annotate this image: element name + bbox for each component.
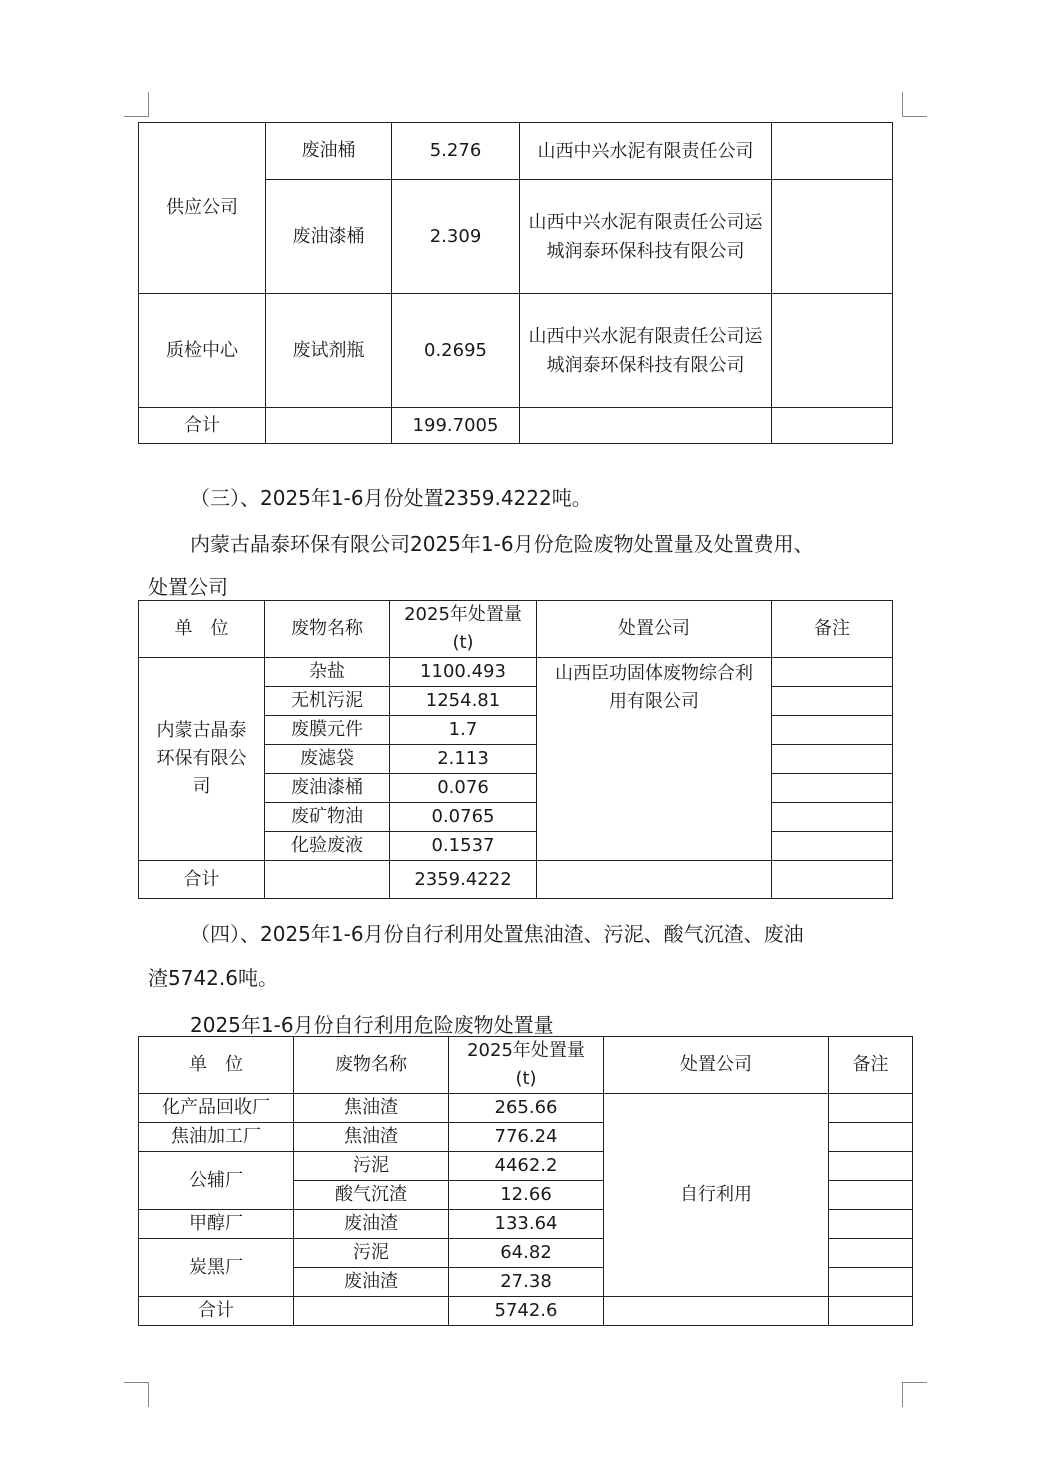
waste-name-cell: 酸气沉渣 — [294, 1181, 449, 1210]
total-row — [139, 861, 893, 899]
waste-name-cell: 焦油渣 — [294, 1123, 449, 1152]
header-row — [139, 601, 893, 658]
note-cell — [829, 1181, 913, 1210]
total-label: 合计 — [139, 408, 266, 444]
empty-cell — [604, 1297, 829, 1326]
amount-cell: 64.82 — [449, 1239, 604, 1268]
header-amount: 2025年处置量(t) — [449, 1037, 604, 1094]
total-amount: 5742.6 — [449, 1297, 604, 1326]
note-cell — [829, 1123, 913, 1152]
header-row — [139, 1037, 913, 1094]
amount-cell: 776.24 — [449, 1123, 604, 1152]
header-waste-name: 废物名称 — [294, 1037, 449, 1094]
crop-mark-bottom-right — [902, 1382, 927, 1407]
note-cell — [772, 803, 893, 832]
crop-mark-top-right — [902, 92, 927, 117]
note-cell — [829, 1210, 913, 1239]
waste-name-cell: 废油渣 — [294, 1210, 449, 1239]
table-row — [139, 123, 893, 180]
amount-cell: 1100.493 — [390, 658, 537, 687]
note-cell — [772, 774, 893, 803]
table-continued — [138, 122, 893, 444]
empty-cell — [294, 1297, 449, 1326]
company-cell: 自行利用 — [604, 1094, 829, 1297]
empty-cell — [520, 408, 772, 444]
waste-name-cell: 废试剂瓶 — [266, 294, 392, 408]
section3-caption-line2: 处置公司 — [148, 575, 228, 599]
empty-cell — [829, 1297, 913, 1326]
amount-cell: 0.1537 — [390, 832, 537, 861]
note-cell — [772, 716, 893, 745]
table-row — [139, 1094, 913, 1123]
waste-name-cell: 焦油渣 — [294, 1094, 449, 1123]
empty-cell — [772, 861, 893, 899]
amount-cell: 27.38 — [449, 1268, 604, 1297]
waste-name-cell: 废油桶 — [266, 123, 392, 180]
total-row — [139, 1297, 913, 1326]
unit-cell: 供应公司 — [139, 123, 266, 294]
header-waste-name: 废物名称 — [265, 601, 390, 658]
amount-cell: 0.0765 — [390, 803, 537, 832]
table-row — [139, 658, 893, 687]
crop-mark-bottom-left — [124, 1382, 149, 1407]
waste-name-cell: 废滤袋 — [265, 745, 390, 774]
section4-heading-line2: 渣5742.6吨。 — [148, 966, 278, 990]
header-company: 处置公司 — [604, 1037, 829, 1094]
amount-cell: 0.2695 — [392, 294, 520, 408]
note-cell — [772, 745, 893, 774]
note-cell — [829, 1094, 913, 1123]
total-amount: 2359.4222 — [390, 861, 537, 899]
total-label: 合计 — [139, 861, 265, 899]
section4-heading-line1: （四）、2025年1-6月份自行利用处置焦油渣、污泥、酸气沉渣、废油 — [190, 922, 804, 946]
section3-caption-line1: 内蒙古晶泰环保有限公司2025年1-6月份危险废物处置量及处置费用、 — [190, 532, 814, 556]
amount-cell: 12.66 — [449, 1181, 604, 1210]
header-note: 备注 — [772, 601, 893, 658]
unit-cell: 焦油加工厂 — [139, 1123, 294, 1152]
empty-cell — [537, 861, 772, 899]
amount-cell: 2.113 — [390, 745, 537, 774]
company-cell: 山西中兴水泥有限责任公司 — [520, 123, 772, 180]
unit-cell: 内蒙古晶泰环保有限公司 — [139, 658, 265, 861]
amount-cell: 0.076 — [390, 774, 537, 803]
waste-name-cell: 无机污泥 — [265, 687, 390, 716]
company-cell: 山西臣功固体废物综合利用有限公司 — [537, 658, 772, 861]
amount-cell: 2.309 — [392, 180, 520, 294]
note-cell — [772, 123, 893, 180]
waste-name-cell: 废油渣 — [294, 1268, 449, 1297]
total-row — [139, 408, 893, 444]
amount-cell: 1254.81 — [390, 687, 537, 716]
waste-name-cell: 污泥 — [294, 1152, 449, 1181]
waste-name-cell: 废油漆桶 — [265, 774, 390, 803]
empty-cell — [772, 408, 893, 444]
amount-cell: 265.66 — [449, 1094, 604, 1123]
amount-cell: 1.7 — [390, 716, 537, 745]
waste-name-cell: 杂盐 — [265, 658, 390, 687]
disposal-table-jingtai — [138, 600, 893, 899]
unit-cell: 炭黑厂 — [139, 1239, 294, 1297]
empty-cell — [266, 408, 392, 444]
note-cell — [772, 832, 893, 861]
total-amount: 199.7005 — [392, 408, 520, 444]
header-unit: 单 位 — [139, 601, 265, 658]
note-cell — [772, 294, 893, 408]
note-cell — [772, 180, 893, 294]
section3-heading: （三）、2025年1-6月份处置2359.4222吨。 — [190, 486, 592, 510]
company-cell: 山西中兴水泥有限责任公司运城润泰环保科技有限公司 — [520, 294, 772, 408]
header-company: 处置公司 — [537, 601, 772, 658]
waste-name-cell: 废膜元件 — [265, 716, 390, 745]
unit-cell: 甲醇厂 — [139, 1210, 294, 1239]
unit-cell: 质检中心 — [139, 294, 266, 408]
amount-cell: 4462.2 — [449, 1152, 604, 1181]
waste-name-cell: 污泥 — [294, 1239, 449, 1268]
header-amount: 2025年处置量(t) — [390, 601, 537, 658]
table-row — [139, 294, 893, 408]
empty-cell — [265, 861, 390, 899]
total-label: 合计 — [139, 1297, 294, 1326]
self-utilization-table — [138, 1036, 913, 1326]
note-cell — [829, 1152, 913, 1181]
header-note: 备注 — [829, 1037, 913, 1094]
crop-mark-top-left — [124, 92, 149, 117]
note-cell — [772, 658, 893, 687]
section4-caption: 2025年1-6月份自行利用危险废物处置量 — [190, 1013, 554, 1037]
waste-name-cell: 废矿物油 — [265, 803, 390, 832]
note-cell — [772, 687, 893, 716]
header-unit: 单 位 — [139, 1037, 294, 1094]
company-cell: 山西中兴水泥有限责任公司运城润泰环保科技有限公司 — [520, 180, 772, 294]
note-cell — [829, 1268, 913, 1297]
unit-cell: 公辅厂 — [139, 1152, 294, 1210]
amount-cell: 5.276 — [392, 123, 520, 180]
unit-cell: 化产品回收厂 — [139, 1094, 294, 1123]
note-cell — [829, 1239, 913, 1268]
waste-name-cell: 化验废液 — [265, 832, 390, 861]
waste-name-cell: 废油漆桶 — [266, 180, 392, 294]
amount-cell: 133.64 — [449, 1210, 604, 1239]
